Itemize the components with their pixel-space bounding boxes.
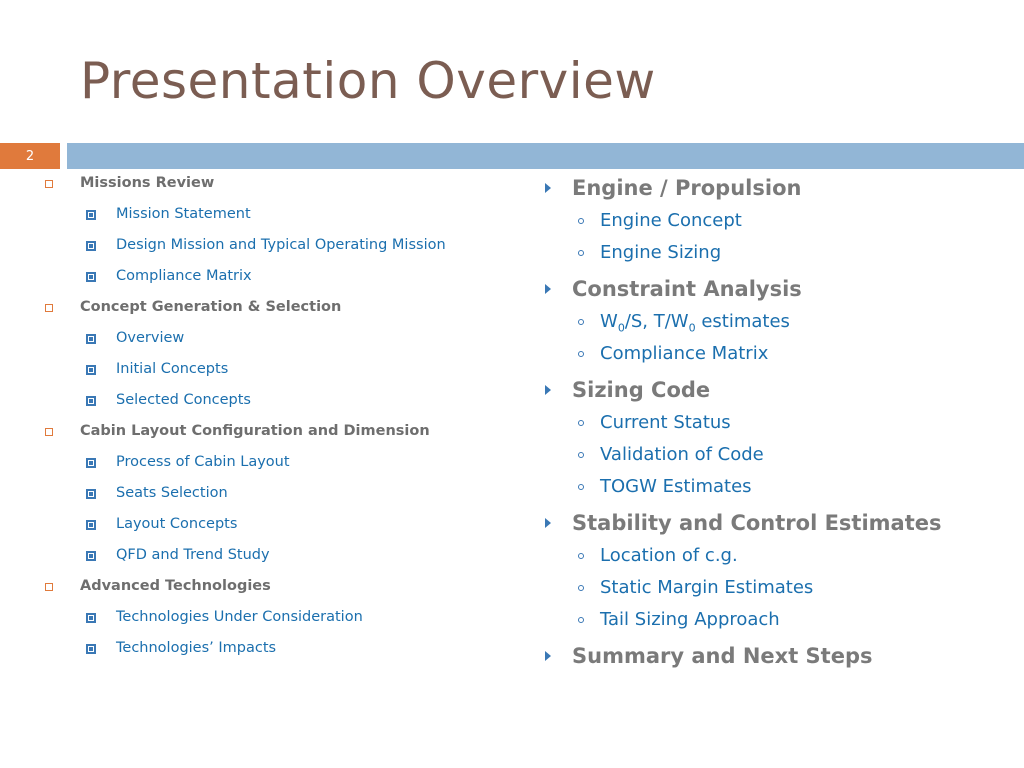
outline-subitem [0, 265, 520, 296]
circle-bullet-icon [578, 484, 584, 490]
outline-subitem-label: Seats Selection [116, 485, 228, 501]
filled-square-bullet-icon [86, 613, 96, 623]
slide-title: Presentation Overview [80, 52, 656, 110]
outline-subitem [0, 327, 520, 358]
outline-subitem-label: Current Status [600, 412, 731, 433]
triangle-bullet-icon [545, 183, 551, 193]
circle-bullet-icon [578, 585, 584, 591]
outline-subitem-label: Static Margin Estimates [600, 577, 814, 598]
outline-subitem-label: Validation of Code [600, 444, 764, 465]
outline-section-label: Advanced Technologies [80, 578, 271, 594]
circle-bullet-icon [578, 319, 584, 325]
outline-subitem [530, 338, 1010, 370]
outline-subitem-label: Compliance Matrix [116, 268, 252, 284]
outline-subitem [0, 513, 520, 544]
slide-number: 2 [0, 143, 60, 169]
outline-subitem-label: Engine Concept [600, 210, 742, 231]
outline-subitem-label: $W_0/S$, $T/W_0$ estimates [600, 311, 790, 335]
outline-section [0, 420, 520, 451]
outline-section-label: Summary and Next Steps [572, 644, 873, 668]
hollow-square-bullet-icon [45, 304, 53, 312]
right-outline [530, 172, 1010, 677]
outline-section [0, 172, 520, 203]
outline-subitem [530, 237, 1010, 269]
triangle-bullet-icon [545, 385, 551, 395]
outline-subitem [530, 471, 1010, 503]
outline-subitem-label: Technologies’ Impacts [116, 640, 277, 656]
filled-square-bullet-icon [86, 210, 96, 220]
filled-square-bullet-icon [86, 334, 96, 344]
circle-bullet-icon [578, 553, 584, 559]
outline-subitem-label: Tail Sizing Approach [600, 609, 780, 630]
header-band [0, 143, 1024, 169]
outline-section [0, 296, 520, 327]
outline-section-label: Stability and Control Estimates [572, 511, 942, 535]
outline-subitem-label: Location of c.g. [600, 545, 738, 566]
outline-subitem [530, 306, 1010, 338]
outline-subitem-label: Initial Concepts [116, 361, 229, 377]
hollow-square-bullet-icon [45, 428, 53, 436]
circle-bullet-icon [578, 218, 584, 224]
hollow-square-bullet-icon [45, 180, 53, 188]
outline-subitem [0, 544, 520, 575]
outline-subitem-label: QFD and Trend Study [116, 547, 270, 563]
filled-square-bullet-icon [86, 551, 96, 561]
outline-section-label: Sizing Code [572, 378, 711, 402]
outline-subitem [0, 234, 520, 265]
filled-square-bullet-icon [86, 520, 96, 530]
circle-bullet-icon [578, 452, 584, 458]
header-bar [67, 143, 1024, 169]
outline-subitem-label: Selected Concepts [116, 392, 251, 408]
outline-section-label: Missions Review [80, 175, 215, 191]
outline-subitem [0, 451, 520, 482]
triangle-bullet-icon [545, 651, 551, 661]
hollow-square-bullet-icon [45, 583, 53, 591]
outline-subitem [0, 358, 520, 389]
filled-square-bullet-icon [86, 458, 96, 468]
filled-square-bullet-icon [86, 644, 96, 654]
outline-subitem-label: Technologies Under Consideration [116, 609, 363, 625]
outline-section [530, 273, 1010, 306]
outline-subitem-label: Design Mission and Typical Operating Mission [116, 237, 446, 253]
outline-subitem [530, 572, 1010, 604]
outline-subitem-label: Process of Cabin Layout [116, 454, 290, 470]
triangle-bullet-icon [545, 284, 551, 294]
outline-section [0, 575, 520, 606]
filled-square-bullet-icon [86, 272, 96, 282]
outline-section [530, 172, 1010, 205]
outline-subitem-label: Layout Concepts [116, 516, 238, 532]
outline-subitem [0, 203, 520, 234]
outline-section [530, 640, 1010, 673]
outline-subitem [0, 482, 520, 513]
circle-bullet-icon [578, 617, 584, 623]
left-outline [0, 172, 520, 668]
outline-section [530, 374, 1010, 407]
outline-subitem [0, 637, 520, 668]
circle-bullet-icon [578, 420, 584, 426]
outline-section-label: Concept Generation & Selection [80, 299, 342, 315]
outline-subitem-label: Overview [116, 330, 185, 346]
circle-bullet-icon [578, 250, 584, 256]
outline-subitem [530, 407, 1010, 439]
outline-section [530, 507, 1010, 540]
outline-subitem [530, 439, 1010, 471]
outline-subitem [530, 540, 1010, 572]
filled-square-bullet-icon [86, 365, 96, 375]
outline-subitem-label: Mission Statement [116, 206, 251, 222]
spacer [530, 673, 1010, 677]
outline-section-label: Engine / Propulsion [572, 176, 802, 200]
outline-subitem [0, 389, 520, 420]
filled-square-bullet-icon [86, 489, 96, 499]
outline-subitem-label: Engine Sizing [600, 242, 722, 263]
outline-subitem [530, 205, 1010, 237]
outline-section-label: Constraint Analysis [572, 277, 802, 301]
outline-subitem-label: Compliance Matrix [600, 343, 769, 364]
filled-square-bullet-icon [86, 241, 96, 251]
circle-bullet-icon [578, 351, 584, 357]
outline-subitem [530, 604, 1010, 636]
outline-section-label: Cabin Layout Configuration and Dimension [80, 423, 430, 439]
filled-square-bullet-icon [86, 396, 96, 406]
outline-subitem-label: TOGW Estimates [600, 476, 752, 497]
triangle-bullet-icon [545, 518, 551, 528]
outline-subitem [0, 606, 520, 637]
